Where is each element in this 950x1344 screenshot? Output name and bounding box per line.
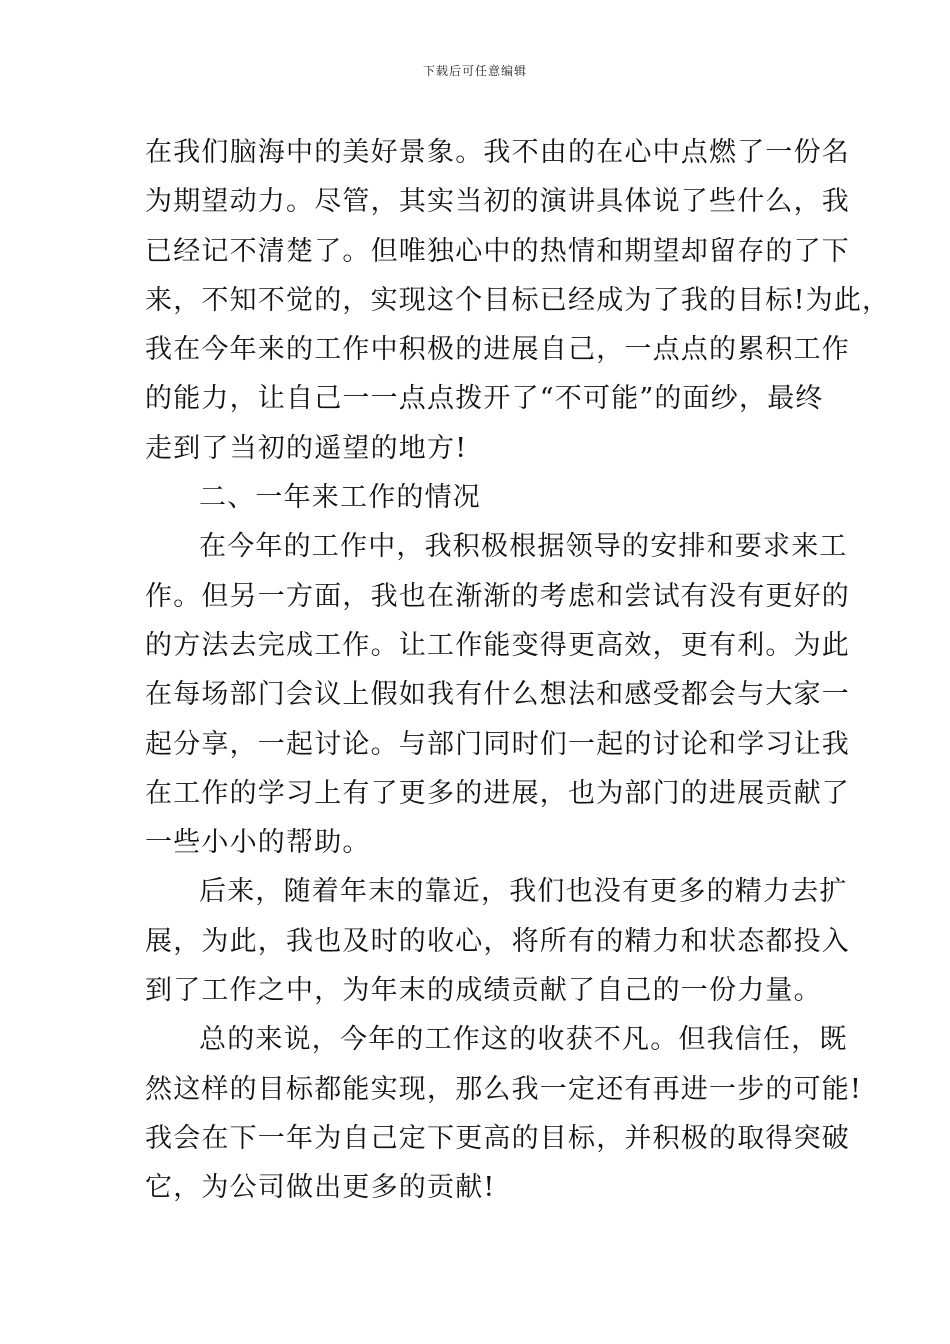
page-header: 下载后可任意编辑 bbox=[422, 64, 527, 78]
text-line: 它，为公司做出更多的贡献! bbox=[145, 1172, 496, 1204]
text-line: 我会在下一年为自己定下更高的目标，并积极的取得突破 bbox=[145, 1122, 850, 1154]
document-body bbox=[145, 128, 891, 1213]
paragraph-start: 总的来说，今年的工作这的收获不凡。但我信任，既 bbox=[199, 1024, 848, 1056]
text-line: 的能力，让自己一一点点拨开了“不可能”的面纱，最终 bbox=[145, 383, 824, 415]
section-heading: 二、一年来工作的情况 bbox=[199, 482, 481, 514]
text-line: 走到了当初的遥望的地方! bbox=[145, 432, 468, 464]
text-line: 到了工作之中，为年末的成绩贡献了自己的一份力量。 bbox=[145, 975, 822, 1007]
text-line: 在工作的学习上有了更多的进展，也为部门的进展贡献了 bbox=[145, 777, 850, 809]
text-line: 在我们脑海中的美好景象。我不由的在心中点燃了一份名 bbox=[145, 137, 850, 168]
text-line: 然这样的目标都能实现，那么我一定还有再进一步的可能! bbox=[145, 1073, 863, 1105]
paragraph-start: 后来，随着年末的靠近，我们也没有更多的精力去扩 bbox=[199, 876, 848, 908]
text-line: 一些小小的帮助。 bbox=[145, 827, 371, 859]
text-line: 在每场部门会议上假如我有什么想法和感受都会与大家一 bbox=[145, 679, 850, 711]
text-line: 展，为此，我也及时的收心，将所有的精力和状态都投入 bbox=[145, 925, 850, 957]
paragraph-start: 在今年的工作中，我积极根据领导的安排和要求来工 bbox=[199, 531, 848, 563]
text-line: 已经记不清楚了。但唯独心中的热情和期望却留存的了下 bbox=[145, 235, 850, 267]
text-line: 我在今年来的工作中积极的进展自己，一点点的累积工作 bbox=[145, 334, 850, 366]
text-line: 起分享，一起讨论。与部门同时们一起的讨论和学习让我 bbox=[145, 728, 850, 760]
text-line: 作。但另一方面，我也在渐渐的考虑和尝试有没有更好的 bbox=[145, 580, 850, 612]
text-line: 的方法去完成工作。让工作能变得更高效，更有利。为此 bbox=[145, 629, 850, 661]
text-line: 来，不知不觉的，实现这个目标已经成为了我的目标!为此， bbox=[145, 284, 891, 316]
text-line: 为期望动力。尽管，其实当初的演讲具体说了些什么，我 bbox=[145, 186, 850, 218]
